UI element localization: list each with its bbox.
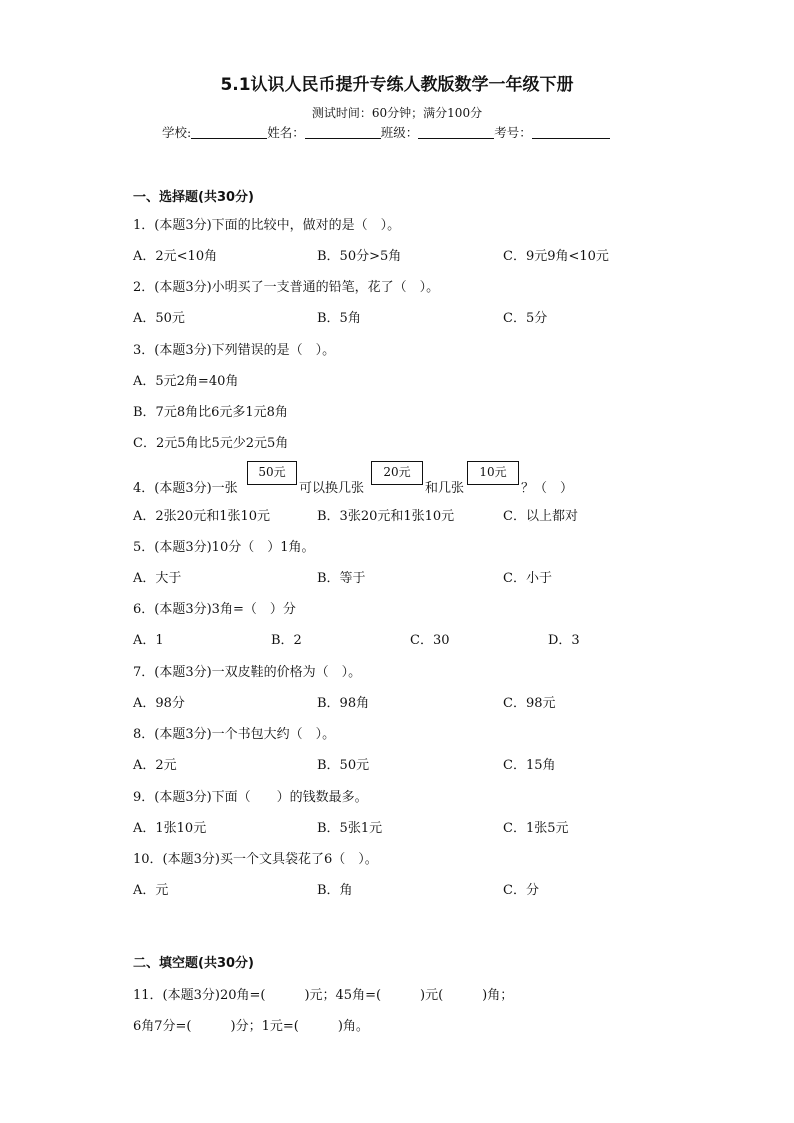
question-8-option-b[interactable]: B．50元 xyxy=(317,758,370,773)
question-8-option-a[interactable]: A．2元 xyxy=(133,758,177,773)
class-field[interactable] xyxy=(418,124,494,139)
question-9-option-c[interactable]: C．1张5元 xyxy=(503,821,569,836)
question-9-option-a[interactable]: A．1张10元 xyxy=(133,821,207,836)
question-3-option-a[interactable]: A．5元2角=40角 xyxy=(133,374,239,389)
question-5-option-c[interactable]: C．小于 xyxy=(503,571,552,586)
question-5-stem: 5．(本题3分)10分（ ）1角。 xyxy=(133,540,315,555)
question-2-option-a[interactable]: A．50元 xyxy=(133,311,185,326)
name-label: 姓名： xyxy=(267,125,305,140)
section-title-fill-in: 二、填空题(共30分) xyxy=(133,956,254,971)
school-field[interactable] xyxy=(191,124,267,139)
exam-no-label: 考号： xyxy=(494,125,532,140)
question-8-option-c[interactable]: C．15角 xyxy=(503,758,556,773)
question-2-option-c[interactable]: C．5分 xyxy=(503,311,548,326)
question-7-option-c[interactable]: C．98元 xyxy=(503,696,556,711)
question-5-option-b[interactable]: B．等于 xyxy=(317,571,366,586)
question-6-option-a[interactable]: A．1 xyxy=(133,633,164,648)
question-6-option-d[interactable]: D．3 xyxy=(548,633,580,648)
question-10-option-a[interactable]: A．元 xyxy=(133,883,169,898)
question-10-option-b[interactable]: B．角 xyxy=(317,883,353,898)
question-1-option-a[interactable]: A．2元<10角 xyxy=(133,249,218,264)
page-title: 5.1认识人民币提升专练人教版数学一年级下册 xyxy=(220,75,574,95)
section-title-choice: 一、选择题(共30分) xyxy=(133,190,254,205)
name-field[interactable] xyxy=(305,124,381,139)
question-3-stem: 3．(本题3分)下列错误的是（ ）。 xyxy=(133,343,336,358)
exam-no-field[interactable] xyxy=(532,124,610,139)
question-6-stem: 6．(本题3分)3角=（ ）分 xyxy=(133,602,296,617)
question-7-stem: 7．(本题3分)一双皮鞋的价格为（ ）。 xyxy=(133,665,362,680)
student-info-row xyxy=(162,123,610,141)
question-4-option-b[interactable]: B．3张20元和1张10元 xyxy=(317,509,455,524)
banknote-10-yuan: 10元 xyxy=(467,461,519,485)
question-4-stem-mid2: 和几张 xyxy=(425,481,465,496)
question-7-option-b[interactable]: B．98角 xyxy=(317,696,370,711)
question-7-option-a[interactable]: A．98分 xyxy=(133,696,185,711)
question-1-option-c[interactable]: C．9元9角<10元 xyxy=(503,249,609,264)
question-4-option-c[interactable]: C．以上都对 xyxy=(503,509,578,524)
question-2-stem: 2．(本题3分)小明买了一支普通的铅笔，花了（ ）。 xyxy=(133,280,440,295)
question-6-option-c[interactable]: C．30 xyxy=(410,633,450,648)
question-10-stem: 10．(本题3分)买一个文具袋花了6（ ）。 xyxy=(133,852,378,867)
question-6-option-b[interactable]: B．2 xyxy=(271,633,302,648)
question-11-line-1: 11．(本题3分)20角=( )元；45角=( )元( )角； xyxy=(133,988,514,1003)
question-3-option-b[interactable]: B．7元8角比6元多1元8角 xyxy=(133,405,288,420)
question-11-line-2: 6角7分=( )分；1元=( )角。 xyxy=(133,1019,369,1034)
test-info: 测试时间：60分钟；满分100分 xyxy=(311,106,483,120)
banknote-50-yuan: 50元 xyxy=(247,461,297,485)
question-9-option-b[interactable]: B．5张1元 xyxy=(317,821,383,836)
question-5-option-a[interactable]: A．大于 xyxy=(133,571,182,586)
question-4-option-a[interactable]: A．2张20元和1张10元 xyxy=(133,509,271,524)
banknote-20-yuan: 20元 xyxy=(371,461,423,485)
question-1-stem: 1．(本题3分)下面的比较中，做对的是（ ）。 xyxy=(133,218,401,233)
question-4-stem-start: 4．(本题3分)一张 xyxy=(133,481,238,496)
question-9-stem: 9．(本题3分)下面（ ）的钱数最多。 xyxy=(133,790,368,805)
question-10-option-c[interactable]: C．分 xyxy=(503,883,539,898)
class-label: 班级： xyxy=(380,125,419,140)
question-1-option-b[interactable]: B．50分>5角 xyxy=(317,249,402,264)
question-4-stem-end: ？（ ） xyxy=(521,481,574,496)
question-3-option-c[interactable]: C．2元5角比5元少2元5角 xyxy=(133,436,289,451)
question-4-stem-mid1: 可以换几张 xyxy=(299,481,365,496)
question-2-option-b[interactable]: B．5角 xyxy=(317,311,361,326)
question-8-stem: 8．(本题3分)一个书包大约（ ）。 xyxy=(133,727,336,742)
school-label: 学校: xyxy=(162,125,192,140)
